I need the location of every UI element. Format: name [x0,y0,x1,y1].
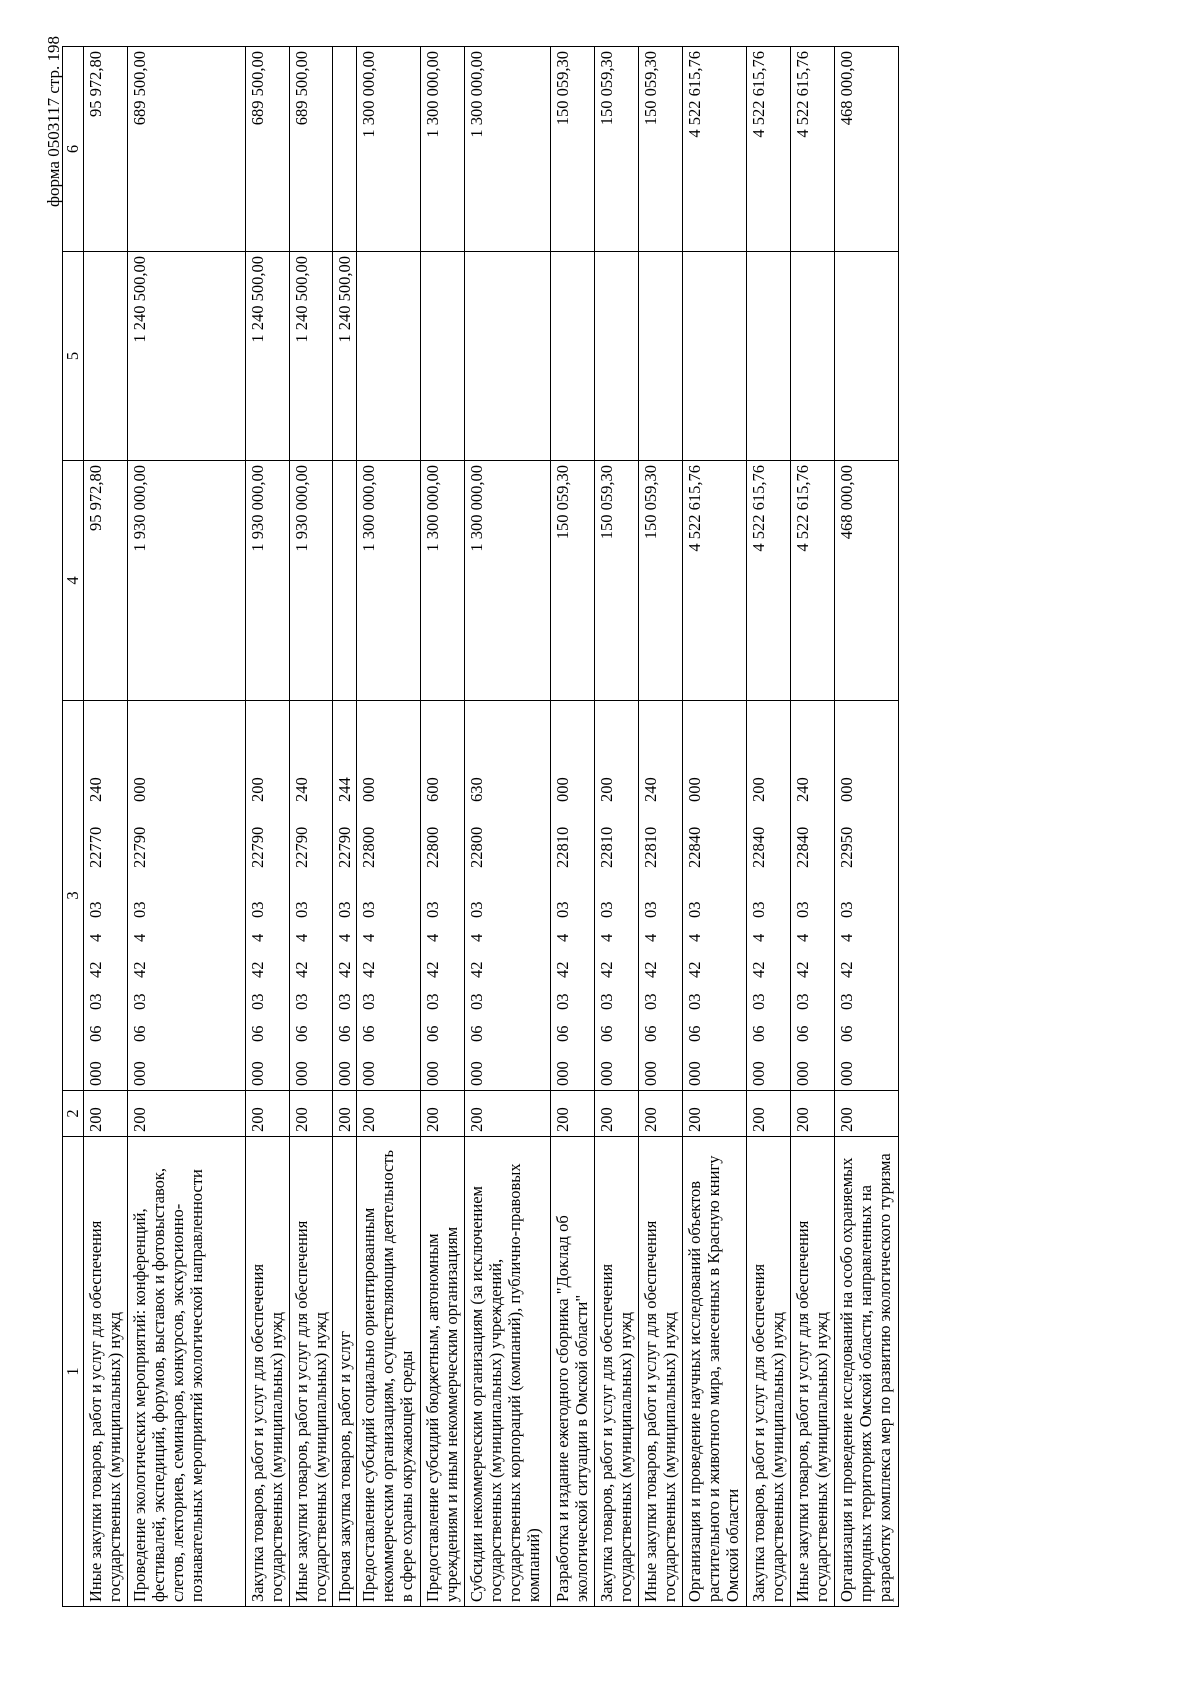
row-executed-amount [791,252,835,461]
row-line-code: 200 [357,1091,421,1137]
budget-code-part: 000 [553,777,572,802]
table-row [683,47,747,1607]
budget-code-part: 22810 [553,826,572,868]
budget-code-parts [793,705,812,1086]
budget-code-parts [335,705,354,1086]
budget-code-parts [292,705,311,1086]
budget-code-part: 03 [641,993,660,1010]
budget-code-part: 4 [359,933,378,942]
row-approved-amount: 1 930 000,00 [246,461,290,701]
budget-code-parts [837,705,856,1086]
budget-code-parts [359,705,378,1086]
row-budget-code [551,701,595,1091]
row-remaining-amount: 1 300 000,00 [421,47,465,252]
row-executed-amount: 1 240 500,00 [290,252,333,461]
row-remaining-amount [333,47,357,252]
row-executed-amount [357,252,421,461]
budget-code-part: 600 [423,777,442,802]
budget-code-part: 42 [553,961,572,978]
budget-code-part: 42 [423,961,442,978]
row-name: Иные закупки товаров, работ и услуг для обеспечения государственных (муниципальных) нужд [84,1137,128,1607]
row-approved-amount: 1 300 000,00 [421,461,465,701]
table-row [357,47,421,1607]
budget-code-part: 000 [467,1061,486,1086]
budget-code-parts [641,705,660,1086]
row-line-code: 200 [835,1091,899,1137]
row-line-code: 200 [639,1091,683,1137]
row-line-code: 200 [128,1091,246,1137]
row-line-code: 200 [683,1091,747,1137]
budget-code-part: 4 [467,933,486,942]
row-approved-amount: 4 522 615,76 [747,461,791,701]
budget-code-part: 06 [553,1025,572,1042]
row-executed-amount [551,252,595,461]
row-line-code: 200 [290,1091,333,1137]
budget-code-parts [467,705,486,1086]
budget-code-part: 4 [553,933,572,942]
budget-code-part: 06 [248,1025,267,1042]
row-remaining-amount: 689 500,00 [290,47,333,252]
row-executed-amount: 1 240 500,00 [246,252,290,461]
budget-code-part: 03 [248,993,267,1010]
budget-code-part: 03 [359,993,378,1010]
row-name: Предоставление субсидий социально ориентированным некоммерческим организациям, осуществляющим деятельность в сфере охраны окружающей среды [357,1137,421,1607]
budget-code-part: 22810 [597,826,616,868]
budget-code-part: 000 [130,777,149,802]
header-col-1: 1 [63,1137,84,1607]
budget-code-part: 000 [793,1061,812,1086]
budget-code-part: 000 [837,1061,856,1086]
row-remaining-amount: 150 059,30 [639,47,683,252]
row-remaining-amount: 4 522 615,76 [683,47,747,252]
row-budget-code [290,701,333,1091]
row-remaining-amount: 150 059,30 [595,47,639,252]
row-executed-amount [747,252,791,461]
row-name: Разработка и издание ежегодного сборника "Доклад об экологической ситуации в Омской области" [551,1137,595,1607]
row-name: Прочая закупка товаров, работ и услуг [333,1137,357,1607]
budget-code-part: 22800 [359,826,378,868]
header-row [63,47,84,1607]
budget-code-part: 42 [641,961,660,978]
row-executed-amount [421,252,465,461]
table-row [128,47,246,1607]
budget-code-part: 000 [335,1061,354,1086]
row-remaining-amount: 4 522 615,76 [747,47,791,252]
budget-code-part: 42 [248,961,267,978]
budget-code-part: 03 [467,901,486,918]
budget-code-part: 03 [749,901,768,918]
budget-code-part: 03 [837,993,856,1010]
budget-code-part: 03 [837,901,856,918]
budget-code-part: 240 [292,777,311,802]
budget-code-part: 000 [359,777,378,802]
budget-code-part: 03 [685,993,704,1010]
budget-code-part: 000 [86,1061,105,1086]
budget-code-part: 03 [130,901,149,918]
budget-code-part: 42 [359,961,378,978]
budget-code-part: 4 [597,933,616,942]
row-name: Организация и проведение научных исследований объектов растительного и животного мира, занесенных в Красную книгу Омской области [683,1137,747,1607]
budget-code-parts [685,705,704,1086]
budget-code-part: 03 [292,901,311,918]
budget-code-parts [248,705,267,1086]
budget-code-part: 000 [359,1061,378,1086]
table-row [791,47,835,1607]
budget-code-part: 03 [423,901,442,918]
budget-code-part: 42 [793,961,812,978]
row-line-code: 200 [84,1091,128,1137]
budget-code-parts [597,705,616,1086]
row-approved-amount: 4 522 615,76 [791,461,835,701]
budget-code-parts [553,705,572,1086]
table-row [835,47,899,1607]
budget-code-part: 06 [423,1025,442,1042]
header-col-6: 6 [63,47,84,252]
row-budget-code [128,701,246,1091]
budget-code-part: 06 [359,1025,378,1042]
table-row [290,47,333,1607]
row-name: Закупка товаров, работ и услуг для обеспечения государственных (муниципальных) нужд [747,1137,791,1607]
row-remaining-amount: 468 000,00 [835,47,899,252]
budget-code-part: 4 [423,933,442,942]
budget-code-part: 244 [335,777,354,802]
header-col-4: 4 [63,461,84,701]
budget-code-part: 42 [837,961,856,978]
budget-code-part: 200 [248,777,267,802]
budget-code-part: 42 [86,961,105,978]
budget-code-part: 4 [292,933,311,942]
row-budget-code [639,701,683,1091]
budget-code-part: 03 [335,901,354,918]
budget-code-parts [130,705,149,1086]
row-executed-amount [639,252,683,461]
row-executed-amount [84,252,128,461]
budget-code-part: 22790 [292,826,311,868]
row-executed-amount [465,252,551,461]
budget-code-part: 22790 [130,826,149,868]
row-executed-amount [683,252,747,461]
budget-code-part: 03 [641,901,660,918]
budget-code-part: 4 [86,933,105,942]
budget-code-part: 4 [335,933,354,942]
budget-code-part: 06 [292,1025,311,1042]
table-row [551,47,595,1607]
budget-code-parts [423,705,442,1086]
budget-code-part: 22790 [335,826,354,868]
row-name: Иные закупки товаров, работ и услуг для обеспечения государственных (муниципальных) нужд [639,1137,683,1607]
row-budget-code [84,701,128,1091]
row-name: Закупка товаров, работ и услуг для обеспечения государственных (муниципальных) нужд [595,1137,639,1607]
budget-code-part: 06 [641,1025,660,1042]
budget-code-part: 42 [685,961,704,978]
table-row [747,47,791,1607]
row-budget-code [791,701,835,1091]
budget-code-part: 03 [86,901,105,918]
row-budget-code [333,701,357,1091]
table-row [421,47,465,1607]
budget-code-part: 03 [359,901,378,918]
budget-code-part: 03 [793,901,812,918]
table-row [595,47,639,1607]
table-row [639,47,683,1607]
row-approved-amount: 1 930 000,00 [128,461,246,701]
header-col-2: 2 [63,1091,84,1137]
row-executed-amount [835,252,899,461]
row-remaining-amount: 1 300 000,00 [357,47,421,252]
table-row [246,47,290,1607]
table-row [333,47,357,1607]
budget-code-part: 22950 [837,826,856,868]
row-executed-amount: 1 240 500,00 [128,252,246,461]
row-budget-code [747,701,791,1091]
row-remaining-amount: 689 500,00 [246,47,290,252]
budget-code-part: 630 [467,777,486,802]
budget-code-part: 06 [793,1025,812,1042]
row-line-code: 200 [333,1091,357,1137]
budget-code-part: 06 [86,1025,105,1042]
row-line-code: 200 [551,1091,595,1137]
budget-code-part: 42 [292,961,311,978]
row-approved-amount: 468 000,00 [835,461,899,701]
header-col-5: 5 [63,252,84,461]
budget-code-part: 4 [837,933,856,942]
budget-code-part: 22810 [641,826,660,868]
budget-code-part: 03 [597,901,616,918]
row-name: Проведение экологических мероприятий: конференций, фестивалей, экспедиций, форумов, выставок и фотовыставок, слетов, лекториев, семинаров, конкурсов, экскурсионно-познавательных мероприятий экологической направленности [128,1137,246,1607]
budget-code-part: 03 [248,901,267,918]
row-approved-amount [333,461,357,701]
row-budget-code [595,701,639,1091]
budget-code-part: 240 [86,777,105,802]
budget-code-part: 03 [423,993,442,1010]
budget-code-part: 03 [749,993,768,1010]
budget-code-part: 4 [248,933,267,942]
budget-code-part: 06 [597,1025,616,1042]
row-remaining-amount: 95 972,80 [84,47,128,252]
budget-code-part: 200 [749,777,768,802]
budget-code-part: 03 [685,901,704,918]
row-executed-amount [595,252,639,461]
budget-code-part: 000 [248,1061,267,1086]
budget-code-part: 06 [467,1025,486,1042]
row-approved-amount: 95 972,80 [84,461,128,701]
row-line-code: 200 [246,1091,290,1137]
form-number-label: форма 0503117 стр. 198 [44,36,63,207]
budget-code-part: 42 [749,961,768,978]
budget-code-part: 03 [335,993,354,1010]
table-row [84,47,128,1607]
row-remaining-amount: 1 300 000,00 [465,47,551,252]
row-line-code: 200 [465,1091,551,1137]
row-approved-amount: 4 522 615,76 [683,461,747,701]
budget-code-part: 22770 [86,826,105,868]
budget-code-part: 42 [335,961,354,978]
budget-code-part: 06 [130,1025,149,1042]
row-name: Иные закупки товаров, работ и услуг для обеспечения государственных (муниципальных) нужд [290,1137,333,1607]
row-name: Иные закупки товаров, работ и услуг для обеспечения государственных (муниципальных) нужд [791,1137,835,1607]
budget-code-part: 000 [641,1061,660,1086]
row-name: Организация и проведение исследований на особо охраняемых природных территориях Омской области, направленных на разработку комплекса мер по развитию экологического туризма [835,1137,899,1607]
row-name: Закупка товаров, работ и услуг для обеспечения государственных (муниципальных) нужд [246,1137,290,1607]
budget-code-part: 200 [597,777,616,802]
row-name: Предоставление субсидий бюджетным, автономным учреждениям и иным некоммерческим организациям [421,1137,465,1607]
row-remaining-amount: 150 059,30 [551,47,595,252]
budget-code-part: 000 [749,1061,768,1086]
row-budget-code [357,701,421,1091]
budget-code-part: 000 [292,1061,311,1086]
row-budget-code [421,701,465,1091]
budget-code-part: 4 [130,933,149,942]
budget-code-part: 42 [597,961,616,978]
row-approved-amount: 150 059,30 [595,461,639,701]
budget-code-part: 22840 [749,826,768,868]
row-budget-code [683,701,747,1091]
row-approved-amount: 150 059,30 [551,461,595,701]
budget-code-part: 42 [130,961,149,978]
row-line-code: 200 [421,1091,465,1137]
budget-code-part: 22800 [423,826,442,868]
row-line-code: 200 [595,1091,639,1137]
budget-code-part: 06 [749,1025,768,1042]
budget-code-part: 000 [685,1061,704,1086]
row-budget-code [835,701,899,1091]
budget-table [62,46,899,1607]
budget-code-part: 000 [685,777,704,802]
budget-code-part: 06 [685,1025,704,1042]
budget-code-part: 22840 [685,826,704,868]
budget-code-part: 22800 [467,826,486,868]
budget-code-part: 000 [597,1061,616,1086]
budget-code-part: 06 [335,1025,354,1042]
row-line-code: 200 [747,1091,791,1137]
budget-code-part: 4 [793,933,812,942]
budget-code-parts [86,705,105,1086]
budget-code-part: 03 [553,901,572,918]
budget-code-part: 4 [749,933,768,942]
budget-code-part: 240 [641,777,660,802]
budget-code-part: 000 [837,777,856,802]
budget-code-part: 22790 [248,826,267,868]
budget-code-part: 03 [292,993,311,1010]
budget-code-parts [749,705,768,1086]
budget-code-part: 03 [86,993,105,1010]
budget-code-part: 000 [423,1061,442,1086]
budget-code-part: 4 [641,933,660,942]
row-remaining-amount: 689 500,00 [128,47,246,252]
budget-code-part: 000 [553,1061,572,1086]
row-approved-amount: 1 300 000,00 [465,461,551,701]
row-approved-amount: 1 930 000,00 [290,461,333,701]
budget-code-part: 03 [553,993,572,1010]
budget-code-part: 000 [130,1061,149,1086]
row-budget-code [465,701,551,1091]
budget-code-part: 03 [597,993,616,1010]
row-approved-amount: 1 300 000,00 [357,461,421,701]
table-row [465,47,551,1607]
budget-code-part: 06 [837,1025,856,1042]
budget-code-part: 22840 [793,826,812,868]
budget-code-part: 240 [793,777,812,802]
budget-code-part: 4 [685,933,704,942]
budget-code-part: 03 [130,993,149,1010]
budget-code-part: 42 [467,961,486,978]
row-line-code: 200 [791,1091,835,1137]
row-budget-code [246,701,290,1091]
row-name: Субсидии некоммерческим организациям (за исключением государственных (муниципальных) учреждений, государственных корпораций (компаний), публично-правовых компаний) [465,1137,551,1607]
row-executed-amount: 1 240 500,00 [333,252,357,461]
budget-code-part: 03 [793,993,812,1010]
table-body [84,47,899,1607]
header-col-3: 3 [63,701,84,1091]
row-approved-amount: 150 059,30 [639,461,683,701]
row-remaining-amount: 4 522 615,76 [791,47,835,252]
budget-code-part: 03 [467,993,486,1010]
